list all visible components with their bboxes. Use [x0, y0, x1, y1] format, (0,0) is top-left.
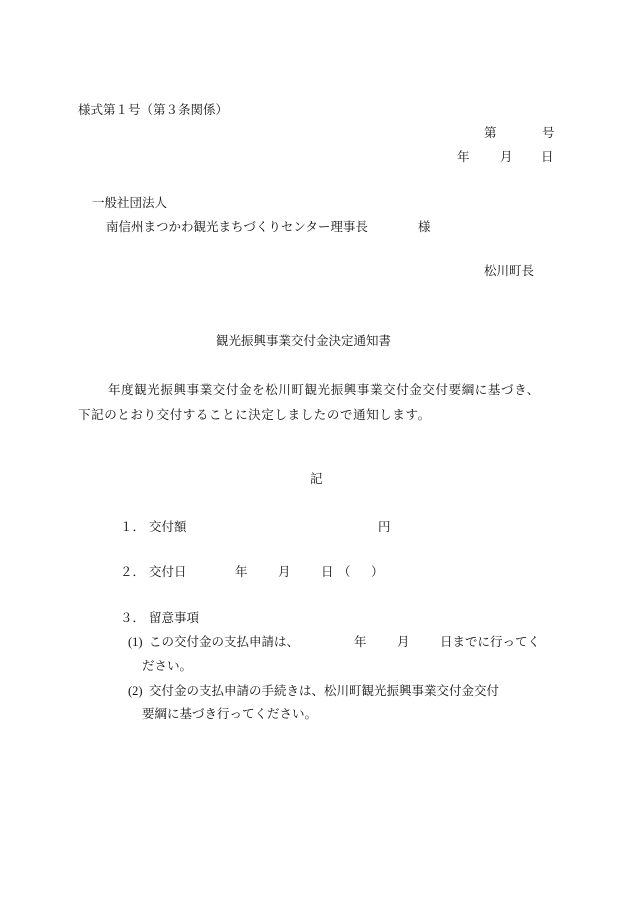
item-3-label: 留意事項: [149, 610, 200, 625]
note-1-marker: (1): [128, 635, 143, 649]
note-2-text-b: 要綱に基づき行ってください。: [142, 706, 318, 721]
sender-name: 松川町長: [484, 263, 535, 278]
item-2-label: 交付日: [149, 564, 187, 579]
recipient-org-type: 一般社団法人: [92, 195, 168, 210]
note-1-month: 月: [397, 634, 410, 649]
item-2-paren-open: （: [338, 564, 351, 579]
recipient-honorific: 様: [418, 219, 431, 234]
ki-label: 記: [310, 471, 323, 486]
note-1-text-b: 日までに行ってく: [440, 634, 541, 649]
recipient-name: 南信州まつかわ観光まちづくりセンター理事長: [106, 219, 368, 234]
date-day-label: 日: [541, 149, 554, 164]
item-2-day: 日: [321, 564, 334, 579]
item-2-number: ２．: [120, 564, 146, 579]
date-month-label: 月: [500, 149, 513, 164]
item-1-unit: 円: [378, 519, 391, 534]
item-2-year: 年: [235, 564, 248, 579]
form-label: 様式第１号（第３条関係）: [78, 102, 229, 117]
note-2-text-a: 交付金の支払申請の手続きは、松川町観光振興事業交付金交付: [149, 683, 500, 698]
item-2-month: 月: [278, 564, 291, 579]
document-title: 観光振興事業交付金決定通知書: [216, 333, 392, 348]
note-1-text-c: ださい。: [142, 658, 193, 673]
document-number-prefix: 第: [484, 125, 497, 140]
note-2-marker: (2): [128, 684, 143, 698]
note-1-year: 年: [354, 634, 367, 649]
date-year-label: 年: [457, 149, 470, 164]
document-number-suffix: 号: [542, 125, 555, 140]
body-paragraph: 年度観光振興事業交付金を松川町観光振興事業交付金交付要綱に基づき、下記のとおり交付することに決定しましたので通知します。: [78, 382, 540, 422]
item-1-label: 交付額: [149, 519, 187, 534]
item-1-number: １．: [120, 519, 146, 534]
item-3-number: ３．: [120, 610, 146, 625]
note-1-text-a: この交付金の支払申請は、: [149, 634, 300, 649]
item-2-paren-close: ）: [371, 564, 384, 579]
